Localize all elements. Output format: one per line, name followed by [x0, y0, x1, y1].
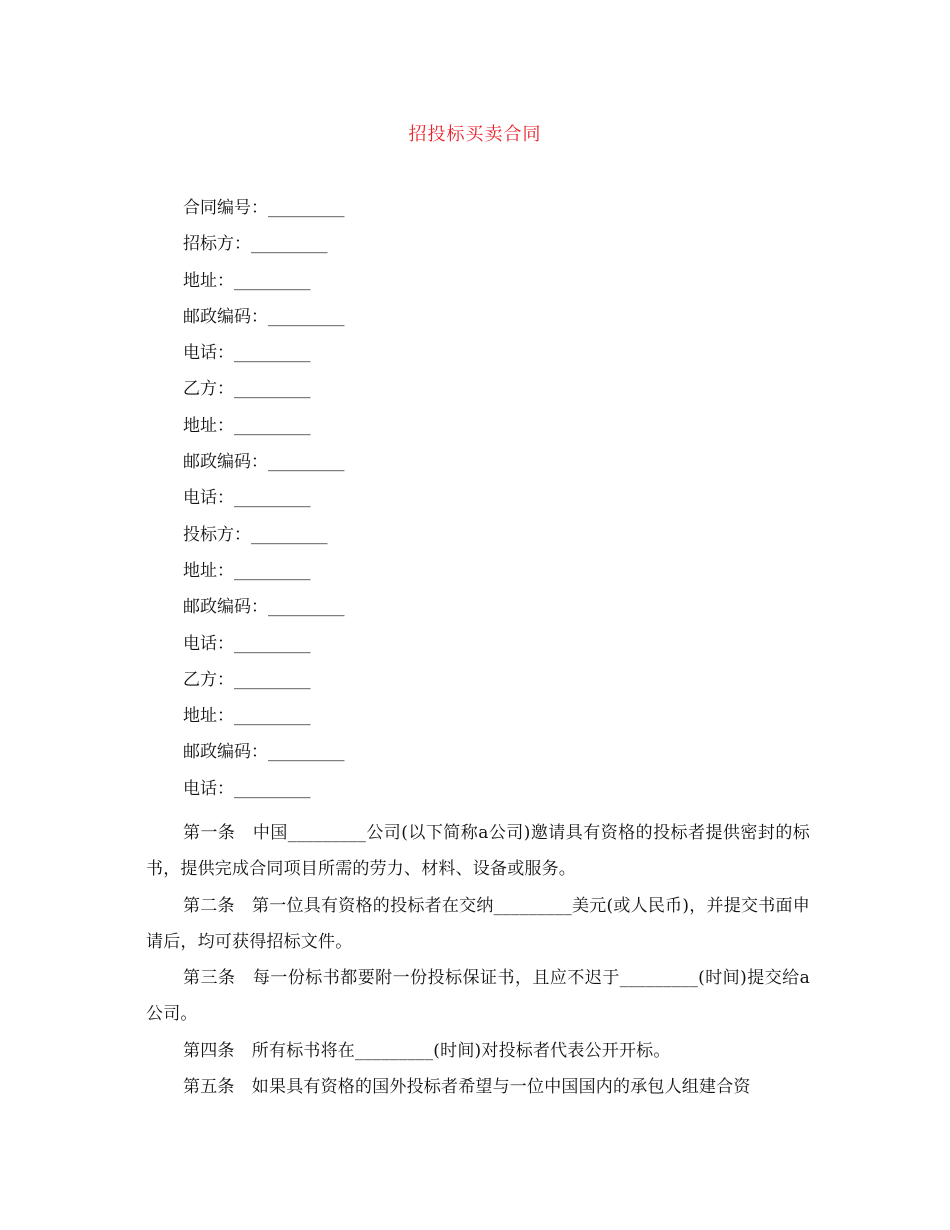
field-phone: 电话：_________ — [183, 778, 311, 799]
field-address: 地址：_________ — [183, 415, 311, 436]
field-bidder: 投标方：_________ — [183, 524, 328, 545]
field-phone: 电话：_________ — [183, 488, 311, 509]
field-address: 地址：_________ — [183, 560, 311, 581]
field-party-b: 乙方：_________ — [183, 669, 311, 690]
contract-articles — [146, 815, 810, 1105]
field-postal-code: 邮政编码：_________ — [183, 452, 345, 473]
article-4: 第四条 所有标书将在_________(时间)对投标者代表公开开标。 — [183, 1040, 671, 1061]
article-3: 第三条 每一份标书都要附一份投标保证书，且应不迟于_________(时间)提交给a公司。 — [146, 968, 810, 1025]
field-party-b: 乙方：_________ — [183, 379, 311, 400]
article-5: 第五条 如果具有资格的国外投标者希望与一位中国国内的承包人组建合资 — [183, 1077, 751, 1098]
field-postal-code: 邮政编码：_________ — [183, 742, 345, 763]
field-contract-number: 合同编号：_________ — [183, 198, 345, 218]
field-tenderer: 招标方：_________ — [183, 234, 328, 255]
field-postal-code: 邮政编码：_________ — [183, 306, 345, 327]
document-title: 招投标买卖合同 — [408, 124, 542, 145]
field-phone: 电话：_________ — [183, 633, 311, 654]
article-1: 第一条 中国_________公司(以下简称a公司)邀请具有资格的投标者提供密封的标书，提供完成合同项目所需的劳力、材料、设备或服务。 — [146, 823, 810, 880]
field-address: 地址：_________ — [183, 270, 311, 291]
field-postal-code: 邮政编码：_________ — [183, 597, 345, 618]
field-address: 地址：_________ — [183, 706, 311, 727]
field-phone: 电话：_________ — [183, 343, 311, 364]
party-info-fields — [183, 195, 823, 812]
article-2: 第二条 第一位具有资格的投标者在交纳_________美元(或人民币)，并提交书面申请后，均可获得招标文件。 — [146, 895, 810, 952]
